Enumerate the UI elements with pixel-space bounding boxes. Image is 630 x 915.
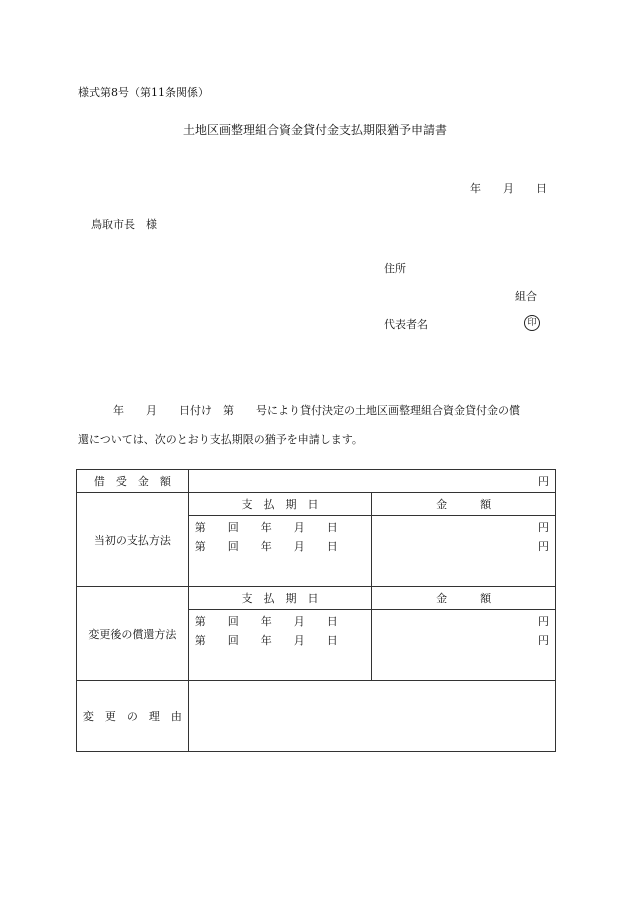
installment-row: 第 回 年 月 日 (194, 615, 338, 628)
original-dates-cell[interactable] (188, 516, 372, 587)
representative-label: 代表者名 (384, 318, 428, 331)
body-line-1: 年 月 日付け 第 号により貸付決定の土地区画整理組合資金貸付金の償 (113, 404, 520, 417)
loan-amount-field[interactable]: 円 (188, 470, 555, 493)
installment-row: 第 回 年 月 日 (194, 540, 338, 553)
date-line: 年 月 日 (470, 182, 547, 195)
form-number: 様式第8号（第11条関係） (78, 86, 209, 99)
yen-label: 円 (538, 615, 549, 628)
original-amounts-cell[interactable] (372, 516, 556, 587)
union-label: 組合 (515, 290, 537, 303)
payment-date-header: 支 払 期 日 (188, 587, 372, 610)
reason-field[interactable] (188, 681, 555, 752)
installment-row: 第 回 年 月 日 (194, 521, 338, 534)
payment-date-header: 支 払 期 日 (188, 493, 372, 516)
loan-amount-label: 借 受 金 額 (77, 470, 189, 493)
yen-label: 円 (538, 521, 549, 534)
address-label: 住所 (384, 262, 406, 275)
amount-header: 金 額 (372, 587, 556, 610)
addressee: 鳥取市長 様 (91, 218, 157, 231)
original-method-label: 当初の支払方法 (77, 493, 189, 587)
page-title: 土地区画整理組合資金貸付金支払期限猶予申請書 (183, 123, 448, 137)
changed-header-row (77, 587, 556, 610)
reason-label: 変 更 の 理 由 (77, 681, 189, 752)
reason-row (77, 681, 556, 752)
yen-label: 円 (538, 634, 549, 647)
yen-label: 円 (538, 540, 549, 553)
seal-icon: 印 (524, 315, 540, 331)
application-table (76, 469, 556, 752)
seal-mark (524, 315, 540, 331)
changed-method-label: 変更後の償還方法 (77, 587, 189, 681)
body-line-2: 還については、次のとおり支払期限の猶予を申請します。 (78, 433, 363, 446)
changed-amounts-cell[interactable] (372, 610, 556, 681)
original-header-row (77, 493, 556, 516)
amount-header: 金 額 (372, 493, 556, 516)
changed-dates-cell[interactable] (188, 610, 372, 681)
installment-row: 第 回 年 月 日 (194, 634, 338, 647)
loan-amount-row (77, 470, 556, 493)
